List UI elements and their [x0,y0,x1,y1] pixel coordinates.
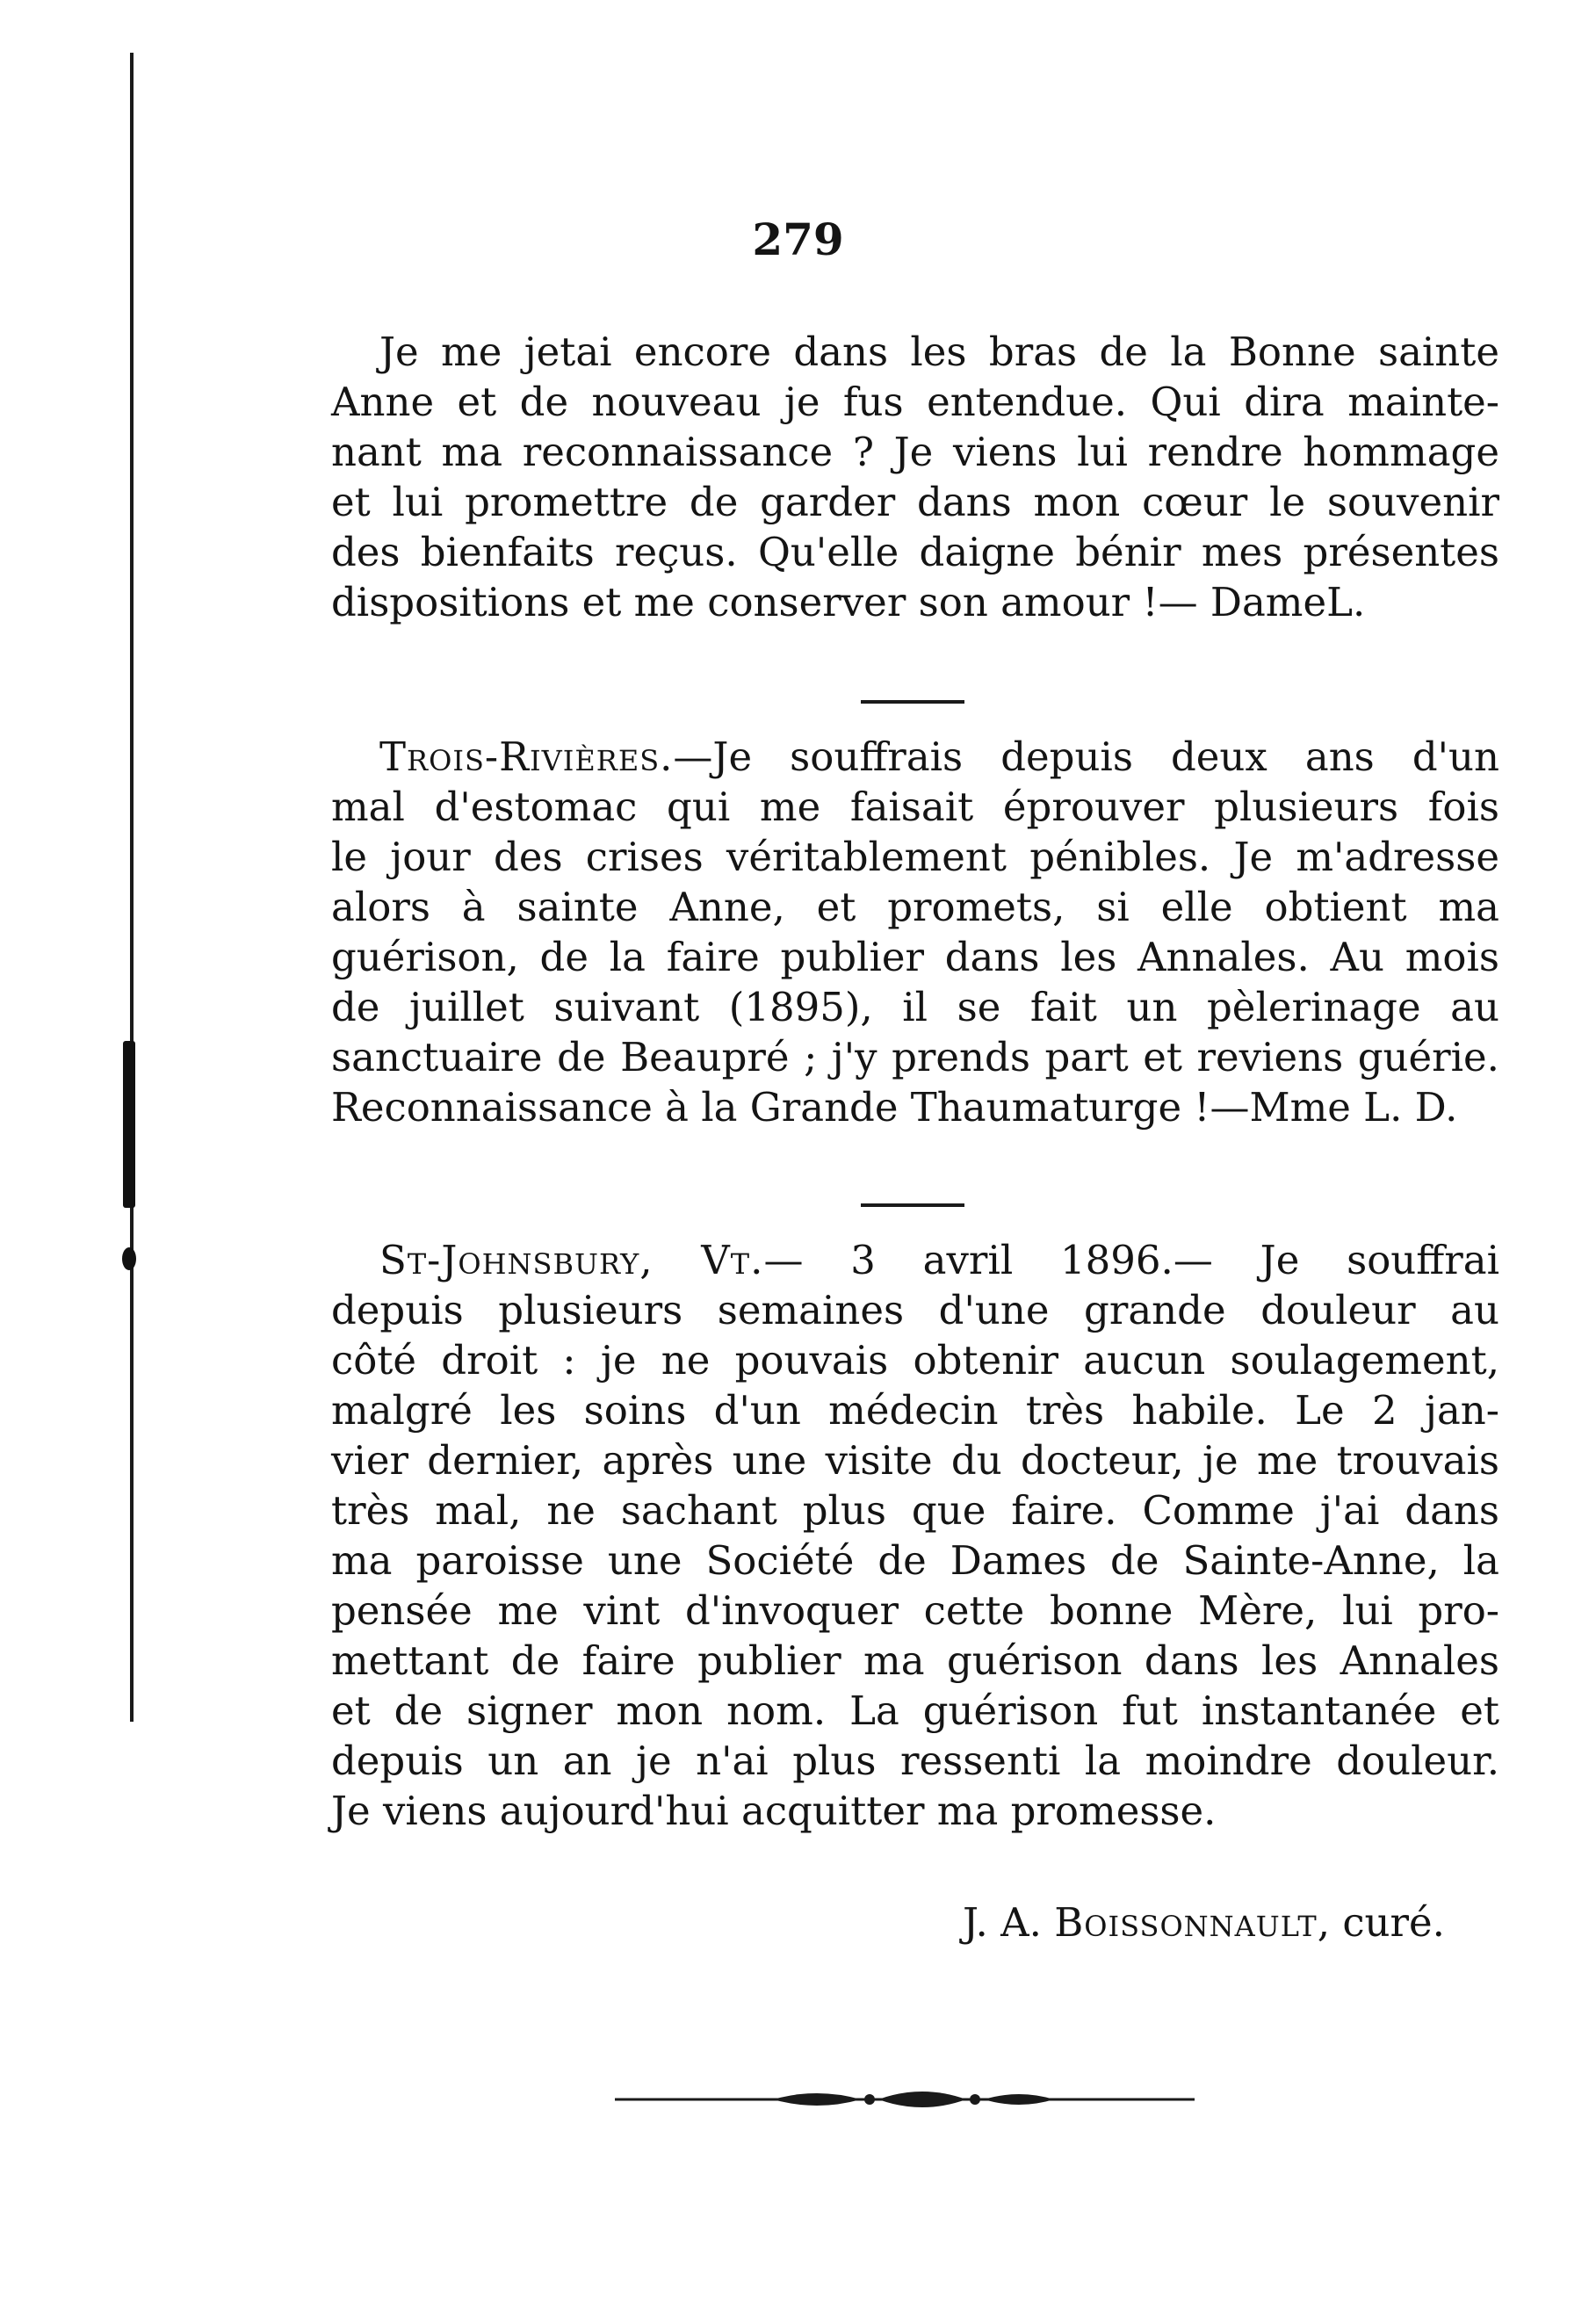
page-number: 279 [752,213,844,265]
paragraph-3 [331,1235,1499,1836]
text-line: guérison, de la faire publier dans les Annales. Au mois [331,934,1499,980]
text-line [331,1235,1499,1285]
text-line: dispositions et me conserver son amour !— DameL. [331,579,1366,625]
signature-line [331,1897,1445,1947]
text-line [331,732,1499,782]
text-run: — 3 avril 1896.— Je souffrai [763,1237,1499,1283]
text-line: pensée me vint d'invoquer cette bonne Mère, lui pro- [331,1587,1499,1634]
text-line: de juillet suivant (1895), il se fait un pèlerinage au [331,984,1499,1030]
section-divider [861,1203,964,1207]
text-line: et lui promettre de garder dans mon cœur le souvenir [331,479,1499,525]
text-line: Reconnaissance à la Grande Thaumaturge !—Mme L. D. [331,1084,1458,1131]
text-line: côté droit : je ne pouvais obtenir aucun soulagement, [331,1337,1499,1384]
text-line: ma paroisse une Société de Dames de Sainte-Anne, la [331,1537,1499,1584]
page-edge-line [130,53,134,1722]
signature [331,1897,1445,1947]
text-line: mal d'estomac qui me faisait éprouver plusieurs fois [331,784,1499,830]
text-line: vier dernier, après une visite du docteur, je me trouvais [331,1437,1499,1484]
ornament-divider [615,2080,1195,2115]
signature-name: Boissonnault [1054,1899,1318,1946]
signature-title: , curé. [1317,1899,1445,1946]
text-line: très mal, ne sachant plus que faire. Comme j'ai dans [331,1487,1499,1534]
text-line: des bienfaits reçus. Qu'elle daigne bénir mes présentes [331,529,1499,575]
signature-initials: J. A. [962,1899,1042,1946]
page-edge-dot [122,1247,136,1270]
text-line: le jour des crises véritablement pénibles. Je m'adresse [331,834,1499,880]
section-divider [861,700,964,704]
text-line: alors à sainte Anne, et promets, si elle obtient ma [331,884,1499,930]
text-line: depuis un an je n'ai plus ressenti la moindre douleur. [331,1738,1499,1784]
paragraph-2 [331,732,1499,1132]
place-name: Trois-Rivières. [379,733,674,780]
text-line: Anne et de nouveau je fus entendue. Qui dira mainte- [331,379,1499,425]
page-edge-mark [123,1041,135,1208]
text-line: Je me jetai encore dans les bras de la Bonne sainte [379,329,1499,375]
text-line: nant ma reconnaissance ? Je viens lui rendre hommage [331,429,1499,475]
paragraph-1 [331,327,1499,627]
text-line: sanctuaire de Beaupré ; j'y prends part et reviens guérie. [331,1034,1499,1080]
text-line: mettant de faire publier ma guérison dans les Annales [331,1637,1499,1684]
text-run: —Je souffrais depuis deux ans d'un [673,733,1499,780]
text-line: et de signer mon nom. La guérison fut instantanée et [331,1687,1499,1734]
text-line: depuis plusieurs semaines d'une grande douleur au [331,1287,1499,1333]
text-line: Je viens aujourd'hui acquitter ma promesse. [331,1788,1217,1834]
text-line: malgré les soins d'un médecin très habile. Le 2 jan- [331,1387,1499,1434]
place-name: St-Johnsbury, Vt. [379,1237,764,1283]
